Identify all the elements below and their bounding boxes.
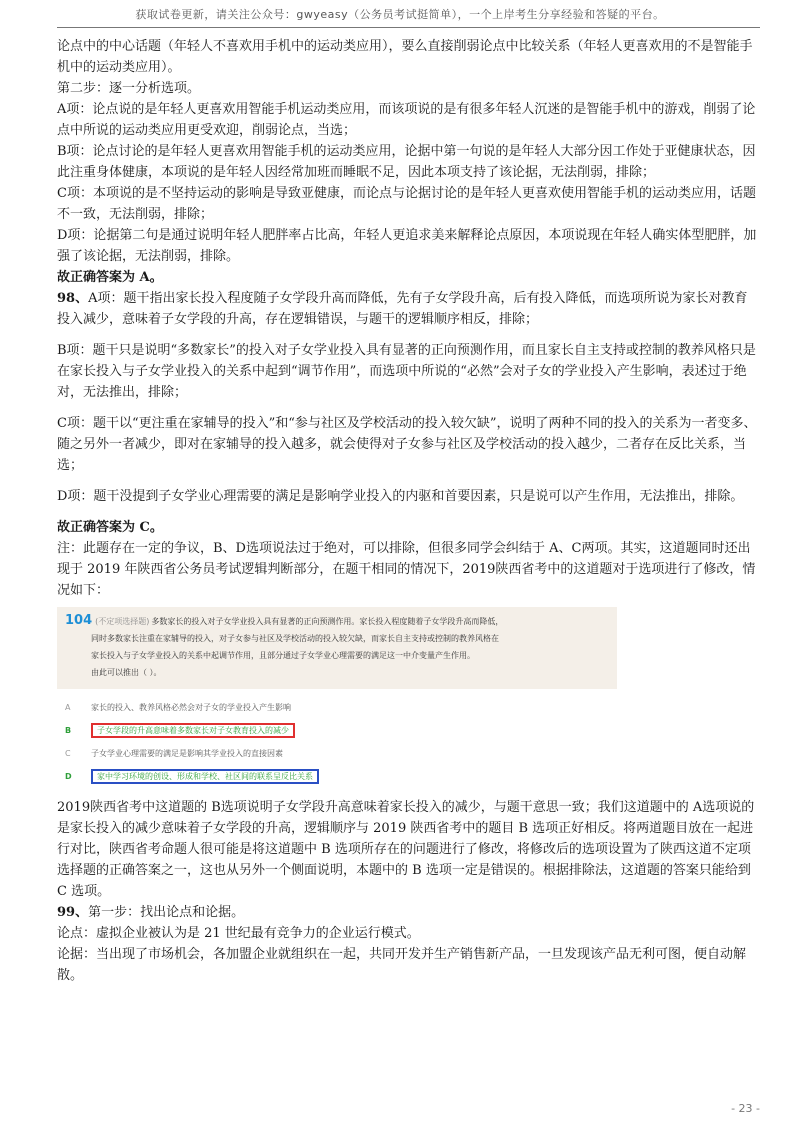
- paragraph: A项：论点说的是年轻人更喜欢用智能手机运动类应用，而该项说的是有很多年轻人沉迷的是智能手机中的游戏，削弱了论点中所说的运动类应用更受欢迎，削弱论点，当选；: [57, 102, 756, 138]
- paragraph: 论据：当出现了市场机会，各加盟企业就组织在一起，共同开发并生产销售新产品，一旦发现该产品无利可图，便自动解散。: [57, 947, 747, 983]
- option-letter: C: [65, 749, 71, 758]
- paragraph: 论点中的中心话题（年轻人不喜欢用手机中的运动类应用），要么直接削弱论点中比较关系（年轻人更喜欢用的不是智能手机中的运动类应用）。: [57, 39, 753, 75]
- answer-line: 故正确答案为 C。: [57, 520, 163, 535]
- option-letter: A: [65, 703, 71, 712]
- paragraph: D项：论据第二句是通过说明年轻人肥胖率占比高，年轻人更追求美来解释论点原因，本项说现在年轻人确实体型肥胖，加强了该论据，无法削弱，排除。: [57, 228, 757, 264]
- question-type-tag: (不定项选择题): [95, 617, 150, 626]
- option-b: [57, 719, 617, 742]
- question-number: 98、: [57, 291, 89, 306]
- answer-line: 故正确答案为 A。: [57, 270, 163, 285]
- question-stem-line: 多数家长的投入对子女学业投入具有显著的正向预测作用。家长投入程度随着子女学段升高而降低，: [151, 617, 504, 626]
- question-number: 99、: [57, 905, 89, 920]
- option-letter: D: [65, 772, 72, 781]
- paragraph: 第二步：逐一分析选项。: [57, 81, 201, 96]
- option-text: 子女学业心理需要的满足是影响其学业投入的直接因素: [91, 749, 283, 758]
- option-letter: B: [65, 726, 72, 735]
- paragraph: C项：本项说的是不坚持运动的影响是导致亚健康，而论点与论据讨论的是年轻人更喜欢使用智能手机的运动类应用，话题不一致，无法削弱，排除；: [57, 186, 756, 222]
- paragraph: B项：论点讨论的是年轻人更喜欢用智能手机的运动类应用，论据中第一句说的是年轻人大部分因工作处于亚健康状态，因此注重身体健康，本项说的是年轻人因经常加班而睡眠不足，因此本项支持了该论据，无法削弱，排除；: [57, 144, 756, 180]
- page-number: - 23 -: [731, 1102, 760, 1115]
- option-a: [57, 696, 617, 719]
- option-d: [57, 765, 617, 788]
- question-stem-line: 家长投入与子女学业投入的关系中起调节作用，且部分通过子女学业心理需要的满足这一中介变量产生作用。: [91, 651, 475, 660]
- embedded-question-number: 104: [65, 613, 93, 628]
- header-divider: [57, 27, 760, 28]
- question-stem-box: [57, 607, 617, 689]
- embedded-question-screenshot: [57, 607, 617, 791]
- option-text-highlighted-blue: 家中学习环境的创设、形成和学校、社区间的联系呈反比关系: [91, 769, 319, 784]
- paragraph: 论点：虚拟企业被认为是 21 世纪最有竞争力的企业运行模式。: [57, 926, 420, 941]
- option-list: [57, 696, 617, 788]
- paragraph: B项：题干只是说明“多数家长”的投入对子女学业投入具有显著的正向预测作用，而且家长自主支持或控制的教养风格只是在家长投入与子女学业投入的关系中起到“调节作用”，而选项中所说的“必然”会对子女的学业投入产生影响，表述过于绝对，无法推出，排除；: [57, 343, 756, 400]
- option-c: [57, 742, 617, 765]
- question-stem-line: 同时多数家长注重在家辅导的投入，对子女参与社区及学校活动的投入较欠缺，而家长自主支持或控制的教养风格在: [91, 634, 499, 643]
- paragraph: 2019陕西省考中这道题的 B选项说明子女学段升高意味着家长投入的减少，与题干意思一致；我们这道题中的 A选项说的是家长投入的减少意味着子女学段的升高，逻辑顺序与 2019 陕西省考中的题目 B 选项正好相反。将两道题目放在一起进行对比，陕西省考命题人很可能是将这道题中 B 选项所存在的问题进行了修改，将修改后的选项设置为了陕西这道不定项选择题的正确答案之一，这也从另外一个侧面说明，本题中的 B 选项一定是错误的。根据排除法，这道题的答案只能给到 C 选项。: [57, 800, 755, 899]
- paragraph: D项：题干没提到子女学业心理需要的满足是影响学业投入的内驱和首要因素，只是说可以产生作用，无法推出，排除。: [57, 489, 744, 504]
- option-text-highlighted-red: 子女学段的升高意味着多数家长对子女教育投入的减少: [91, 723, 295, 738]
- question-stem-line: 由此可以推出（ ）。: [91, 668, 162, 677]
- option-text: 家长的投入、教养风格必然会对子女的学业投入产生影响: [91, 703, 291, 712]
- paragraph: 99、第一步：找出论点和论据。: [57, 905, 245, 920]
- paragraph: 注：此题存在一定的争议，B、D选项说法过于绝对，可以排除，但很多同学会纠结于 A、C两项。其实，这道题同时还出现于 2019 年陕西省公务员考试逻辑判断部分，在题干相同的情况下，2019陕西省考中的这道题对于选项进行了修改，情况如下：: [57, 541, 756, 598]
- paragraph: 98、A项：题干指出家长投入程度随子女学段升高而降低，先有子女学段升高，后有投入降低，而选项所说为家长对教育投入减少，意味着子女学段的升高，存在逻辑错误，与题干的逻辑顺序相反，排除；: [57, 291, 748, 327]
- page-header: 获取试卷更新，请关注公众号：gwyeasy（公务员考试挺简单），一个上岸考生分享经验和答疑的平台。: [135, 8, 665, 21]
- page-content: [57, 36, 760, 986]
- paragraph: C项：题干以“更注重在家辅导的投入”和“参与社区及学校活动的投入较欠缺”，说明了两种不同的投入的关系为一者变多、随之另外一者减少，即对在家辅导的投入越多，就会使得对子女参与社区及学校活动的投入越少，二者存在反比关系，当选；: [57, 416, 757, 473]
